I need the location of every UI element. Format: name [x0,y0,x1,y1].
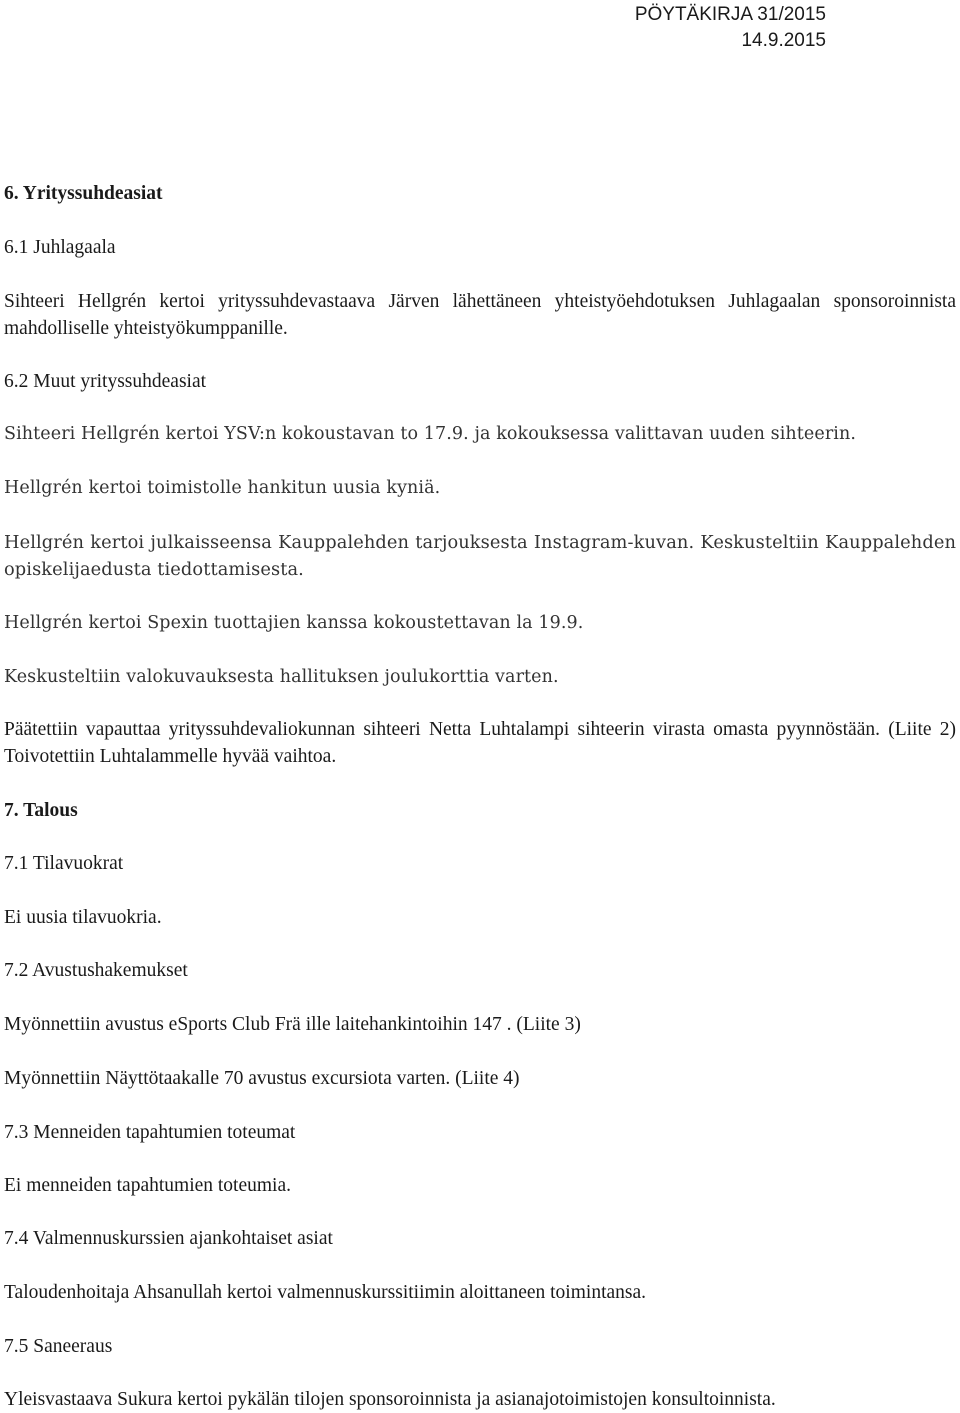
section-6-2-paragraph-4: Hellgrén kertoi Spexin tuottajien kanssa kokoustettavan la 19.9. [4,613,584,633]
section-7-1-paragraph: Ei uusia tilavuokria. [4,907,162,928]
page-header [635,2,826,54]
document-date: 14.9.2015 [741,30,826,51]
section-6-2-paragraph-1: Sihteeri Hellgrén kertoi YSV:n kokoustavan to 17.9. ja kokouksessa valittavan uuden sihteerin. [4,424,857,444]
section-6-heading: 6. Yrityssuhdeasiat [4,183,163,204]
section-7-4-paragraph: Taloudenhoitaja Ahsanullah kertoi valmennuskurssitiimin aloittaneen toimintansa. [4,1282,647,1303]
section-6-2-heading: 6.2 Muut yrityssuhdeasiat [4,371,207,392]
section-7-heading: 7. Talous [4,800,78,821]
section-7-5-paragraph: Yleisvastaava Sukura kertoi pykälän tilojen sponsoroinnista ja asianajotoimistojen konsultoinnista. [4,1389,776,1410]
section-6-1-paragraph: Sihteeri Hellgrén kertoi yrityssuhdevastaava Järven lähettäneen yhteistyöehdotuksen Juhlagaalan sponsoroinnista mahdolliselle yhteistyökumppanille. [4,291,956,339]
document-number: PÖYTÄKIRJA 31/2015 [634,4,826,25]
section-7-2-paragraph-1: Myönnettiin avustus eSports Club Frä ille laitehankintoihin 147 . (Liite 3) [4,1014,581,1035]
section-6-2-paragraph-5: Keskusteltiin valokuvauksesta hallituksen joulukorttia varten. [4,667,559,687]
section-7-3-heading: 7.3 Menneiden tapahtumien toteumat [4,1122,296,1143]
section-6-2-paragraph-2: Hellgrén kertoi toimistolle hankitun uusia kyniä. [4,478,441,498]
section-7-2-heading: 7.2 Avustushakemukset [4,960,188,981]
section-6-1-heading: 6.1 Juhlagaala [4,237,116,258]
section-7-2-paragraph-2: Myönnettiin Näyttötaakalle 70 avustus excursiota varten. (Liite 4) [4,1068,520,1089]
section-7-5-heading: 7.5 Saneeraus [4,1336,113,1357]
section-7-3-paragraph: Ei menneiden tapahtumien toteumia. [4,1175,291,1196]
section-6-2-paragraph-3: Hellgrén kertoi julkaisseensa Kauppalehden tarjouksesta Instagram-kuvan. Keskusteltiin Kauppalehden opiskelijaedusta tiedottamisesta. [4,532,956,580]
section-7-4-heading: 7.4 Valmennuskurssien ajankohtaiset asiat [4,1228,333,1249]
section-7-1-heading: 7.1 Tilavuokrat [4,853,124,874]
section-6-2-paragraph-6: Päätettiin vapauttaa yrityssuhdevaliokunnan sihteeri Netta Luhtalampi sihteerin virasta omasta pyynnöstään. (Liite 2) Toivotettiin Luhtalammelle hyvää vaihtoa. [4,719,956,767]
